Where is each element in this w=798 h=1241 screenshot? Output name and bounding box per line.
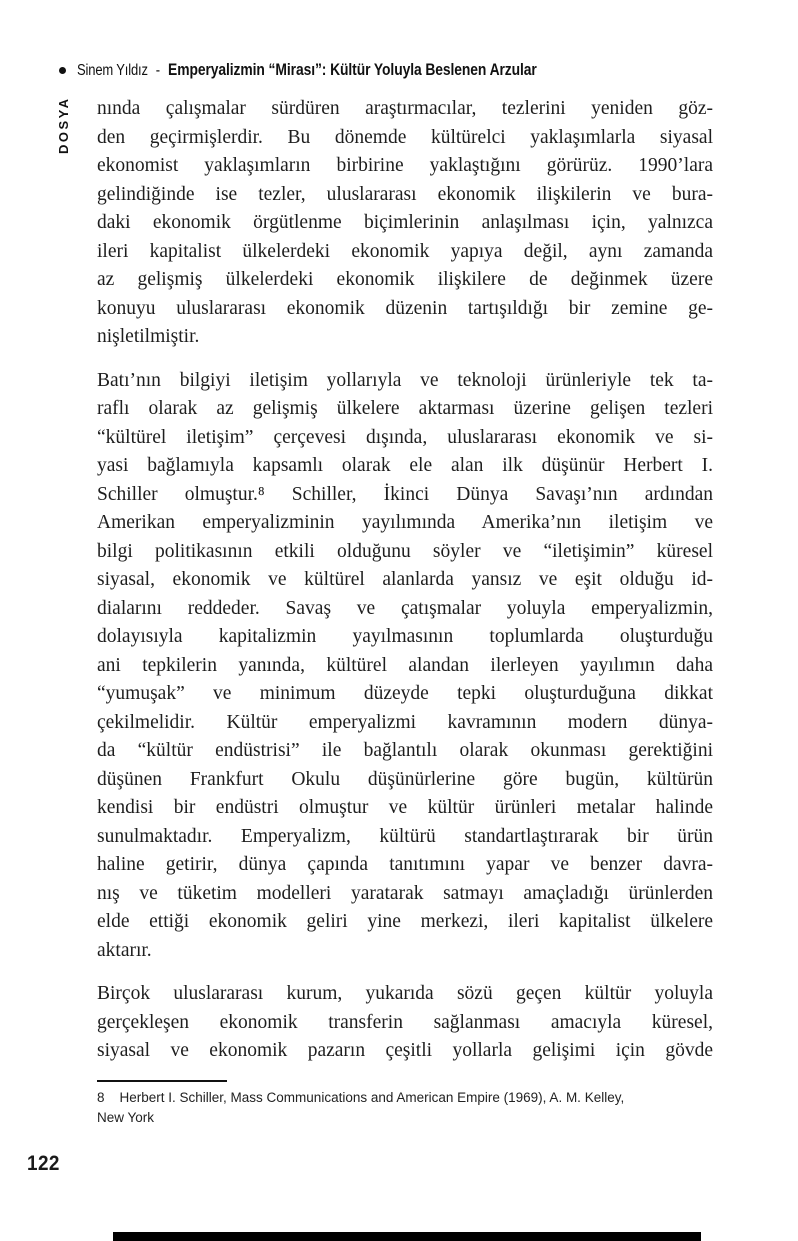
header-text	[77, 61, 537, 80]
bullet-icon	[59, 67, 66, 74]
header-title: Emperyalizmin “Mirası”: Kültür Yoluyla Beslenen Arzular	[168, 60, 537, 79]
text-line: kendisi bir endüstri olmuştur ve kültür ürünleri metalar halinde	[97, 797, 713, 818]
page-number: 122	[27, 1152, 60, 1175]
footnote-line: 8 Herbert I. Schiller, Mass Communications and American Empire (1969), A. M. Kelley,	[97, 1090, 625, 1105]
text-line: dialarını reddeder. Savaş ve çatışmalar yoluyla emperyalizmin,	[97, 597, 713, 619]
bottom-bar	[113, 1232, 701, 1241]
header-author: Sinem Yıldız	[77, 61, 148, 79]
page-header	[59, 59, 624, 81]
footnote-divider	[97, 1080, 227, 1082]
text-line: ileri kapitalist ülkelerdeki ekonomik yapıya değil, aynı zamanda	[97, 240, 713, 262]
text-line: gerçekleşen ekonomik transferin sağlanması amacıyla küresel,	[97, 1011, 713, 1033]
text-line: düşünen Frankfurt Okulu düşünürlerine göre bugün, kültürün	[97, 768, 713, 790]
text-line: az gelişmiş ülkelerdeki ekonomik ilişkilere de değinmek üzere	[97, 269, 713, 290]
footnote-line: New York	[97, 1110, 155, 1125]
text-line: siyasal ve ekonomik pazarın çeşitli yollarla gelişimi için gövde	[97, 1040, 713, 1061]
text-line: ekonomist yaklaşımların birbirine yaklaştığını görürüz. 1990’lara	[97, 155, 713, 176]
text-line: konuyu uluslararası ekonomik düzenin tartışıldığı bir zemine ge-	[97, 297, 713, 319]
text-line: dolayısıyla kapitalizmin yayılmasının toplumlarda oluşturduğu	[97, 626, 713, 647]
text-line: yasi bağlamıyla kapsamlı olarak ele alan ilk düşünür Herbert I.	[97, 455, 713, 476]
text-line: siyasal, ekonomik ve kültürel alanlarda yansız ve eşit olduğu id-	[97, 569, 713, 590]
text-line: da “kültür endüstrisi” ile bağlantılı olarak okunması gerektiğini	[97, 740, 713, 761]
footnote	[97, 1080, 713, 1128]
text-line: aktarır.	[97, 939, 152, 961]
text-line: nış ve tüketim modelleri yaratarak satmayı amaçladığı ürünlerden	[97, 882, 713, 904]
text-line: gelindiğinde ise tezler, uluslararası ekonomik ilişkilerin ve bura-	[97, 183, 713, 205]
text-line: “kültürel iletişim” çerçevesi dışında, uluslararası ekonomik ve si-	[97, 426, 713, 448]
paragraph	[97, 980, 713, 1066]
text-line: daki ekonomik örgütlenme biçimlerinin anlaşılması için, yalnızca	[97, 212, 713, 233]
text-line: çekilmelidir. Kültür emperyalizmi kavramının modern dünya-	[97, 711, 713, 733]
text-line: den geçirmişlerdir. Bu dönemde kültürelci yaklaşımlarla siyasal	[97, 126, 713, 148]
text-line: Schiller olmuştur.⁸ Schiller, İkinci Dünya Savaşı’nın ardından	[97, 483, 713, 505]
section-label-vertical: DOSYA	[56, 96, 71, 154]
body-text	[97, 95, 713, 1066]
text-line: raflı olarak az gelişmiş ülkelere aktarması üzerine gelişen tezleri	[97, 398, 713, 419]
text-line: Birçok uluslararası kurum, yukarıda sözü geçen kültür yoluyla	[97, 983, 713, 1004]
header-separator: -	[155, 61, 161, 79]
text-line: nişletilmiştir.	[97, 326, 200, 347]
footnote-lines	[97, 1088, 713, 1128]
text-line: bilgi politikasının etkili olduğunu söyler ve “iletişimin” küresel	[97, 540, 713, 562]
text-line: sunulmaktadır. Emperyalizm, kültürü standartlaştırarak bir ürün	[97, 825, 713, 847]
text-line: ani tepkilerin yanında, kültürel alandan ilerleyen yayılımın daha	[97, 654, 713, 676]
paragraph	[97, 95, 713, 352]
text-line: Amerikan emperyalizminin yayılımında Amerika’nın iletişim ve	[97, 512, 713, 533]
paragraph	[97, 367, 713, 966]
text-line: “yumuşak” ve minimum düzeyde tepki oluşturduğuna dikkat	[97, 683, 713, 704]
text-line: elde ettiği ekonomik geliri yine merkezi, ileri kapitalist ülkelere	[97, 911, 713, 932]
text-line: haline getirir, dünya çapında tanıtımını yapar ve benzer davra-	[97, 854, 713, 875]
text-line: Batı’nın bilgiyi iletişim yollarıyla ve teknoloji ürünleriyle tek ta-	[97, 369, 713, 391]
text-line: nında çalışmalar sürdüren araştırmacılar, tezlerini yeniden göz-	[97, 98, 713, 119]
